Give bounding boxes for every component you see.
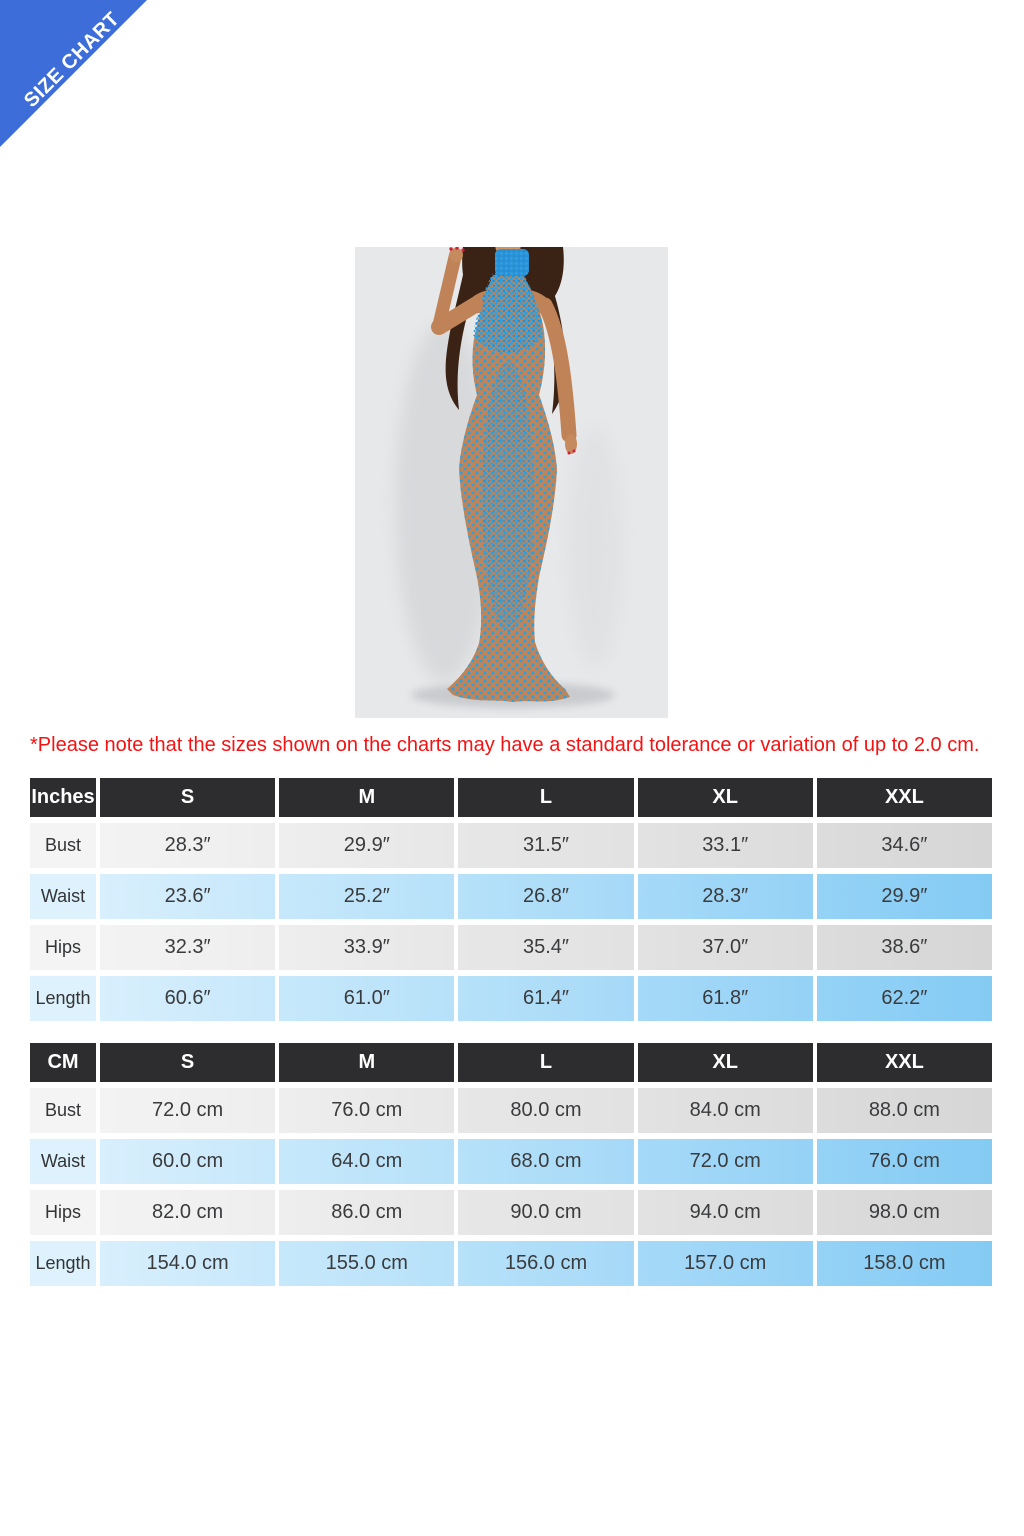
size-column-header: L <box>458 1043 633 1082</box>
measurement-value-cell: 37.0″ <box>638 925 813 970</box>
measurement-value-cell: 28.3″ <box>638 874 813 919</box>
measurement-value-cell: 86.0 cm <box>279 1190 454 1235</box>
measurement-value-cell: 64.0 cm <box>279 1139 454 1184</box>
measurement-value-cell: 34.6″ <box>817 823 992 868</box>
size-column-header: S <box>100 778 275 817</box>
measurement-value-cell: 26.8″ <box>458 874 633 919</box>
measurement-value-cell: 29.9″ <box>817 874 992 919</box>
measurement-value-cell: 94.0 cm <box>638 1190 813 1235</box>
size-column-header: XL <box>638 778 813 817</box>
measurement-label-cell: Length <box>30 976 96 1021</box>
tolerance-note: *Please note that the sizes shown on the charts may have a standard tolerance or variation of up to 2.0 cm. <box>30 734 980 756</box>
size-column-header: L <box>458 778 633 817</box>
measurement-value-cell: 98.0 cm <box>817 1190 992 1235</box>
dress-choker-collar <box>495 249 529 276</box>
size-column-header: XXL <box>817 778 992 817</box>
unit-header-cell: CM <box>30 1043 96 1082</box>
red-nail <box>573 450 576 453</box>
size-column-header: XXL <box>817 1043 992 1082</box>
size-column-header: S <box>100 1043 275 1082</box>
measurement-value-cell: 76.0 cm <box>279 1088 454 1133</box>
measurement-value-cell: 88.0 cm <box>817 1088 992 1133</box>
measurement-value-cell: 61.0″ <box>279 976 454 1021</box>
measurement-value-cell: 84.0 cm <box>638 1088 813 1133</box>
unit-header-cell: Inches <box>30 778 96 817</box>
measurement-value-cell: 28.3″ <box>100 823 275 868</box>
measurement-value-cell: 33.9″ <box>279 925 454 970</box>
measurement-value-cell: 80.0 cm <box>458 1088 633 1133</box>
measurement-value-cell: 31.5″ <box>458 823 633 868</box>
measurement-value-cell: 62.2″ <box>817 976 992 1021</box>
measurement-value-cell: 68.0 cm <box>458 1139 633 1184</box>
measurement-label-cell: Waist <box>30 874 96 919</box>
size-column-header: M <box>279 778 454 817</box>
measurement-value-cell: 33.1″ <box>638 823 813 868</box>
measurement-value-cell: 157.0 cm <box>638 1241 813 1286</box>
measurement-label-cell: Hips <box>30 925 96 970</box>
size-column-header: XL <box>638 1043 813 1082</box>
measurement-value-cell: 72.0 cm <box>638 1139 813 1184</box>
product-photo <box>355 247 668 718</box>
measurement-value-cell: 72.0 cm <box>100 1088 275 1133</box>
measurement-value-cell: 35.4″ <box>458 925 633 970</box>
measurement-value-cell: 155.0 cm <box>279 1241 454 1286</box>
measurement-value-cell: 32.3″ <box>100 925 275 970</box>
red-nail <box>449 247 452 250</box>
red-nail <box>568 452 571 455</box>
red-nail <box>461 248 464 251</box>
measurement-value-cell: 23.6″ <box>100 874 275 919</box>
measurement-value-cell: 60.6″ <box>100 976 275 1021</box>
measurement-label-cell: Bust <box>30 823 96 868</box>
measurement-value-cell: 61.4″ <box>458 976 633 1021</box>
measurement-label-cell: Waist <box>30 1139 96 1184</box>
size-column-header: M <box>279 1043 454 1082</box>
measurement-value-cell: 158.0 cm <box>817 1241 992 1286</box>
measurement-label-cell: Bust <box>30 1088 96 1133</box>
measurement-label-cell: Length <box>30 1241 96 1286</box>
measurement-value-cell: 76.0 cm <box>817 1139 992 1184</box>
measurement-value-cell: 25.2″ <box>279 874 454 919</box>
measurement-value-cell: 154.0 cm <box>100 1241 275 1286</box>
measurement-value-cell: 61.8″ <box>638 976 813 1021</box>
measurement-value-cell: 29.9″ <box>279 823 454 868</box>
measurement-value-cell: 90.0 cm <box>458 1190 633 1235</box>
measurement-value-cell: 38.6″ <box>817 925 992 970</box>
measurement-value-cell: 82.0 cm <box>100 1190 275 1235</box>
size-table-inches <box>30 778 992 1021</box>
dress-photo-illustration <box>355 247 668 718</box>
size-chart-ribbon-label: SIZE CHART <box>20 8 124 112</box>
measurement-label-cell: Hips <box>30 1190 96 1235</box>
measurement-value-cell: 60.0 cm <box>100 1139 275 1184</box>
size-table-cm <box>30 1043 992 1286</box>
measurement-value-cell: 156.0 cm <box>458 1241 633 1286</box>
